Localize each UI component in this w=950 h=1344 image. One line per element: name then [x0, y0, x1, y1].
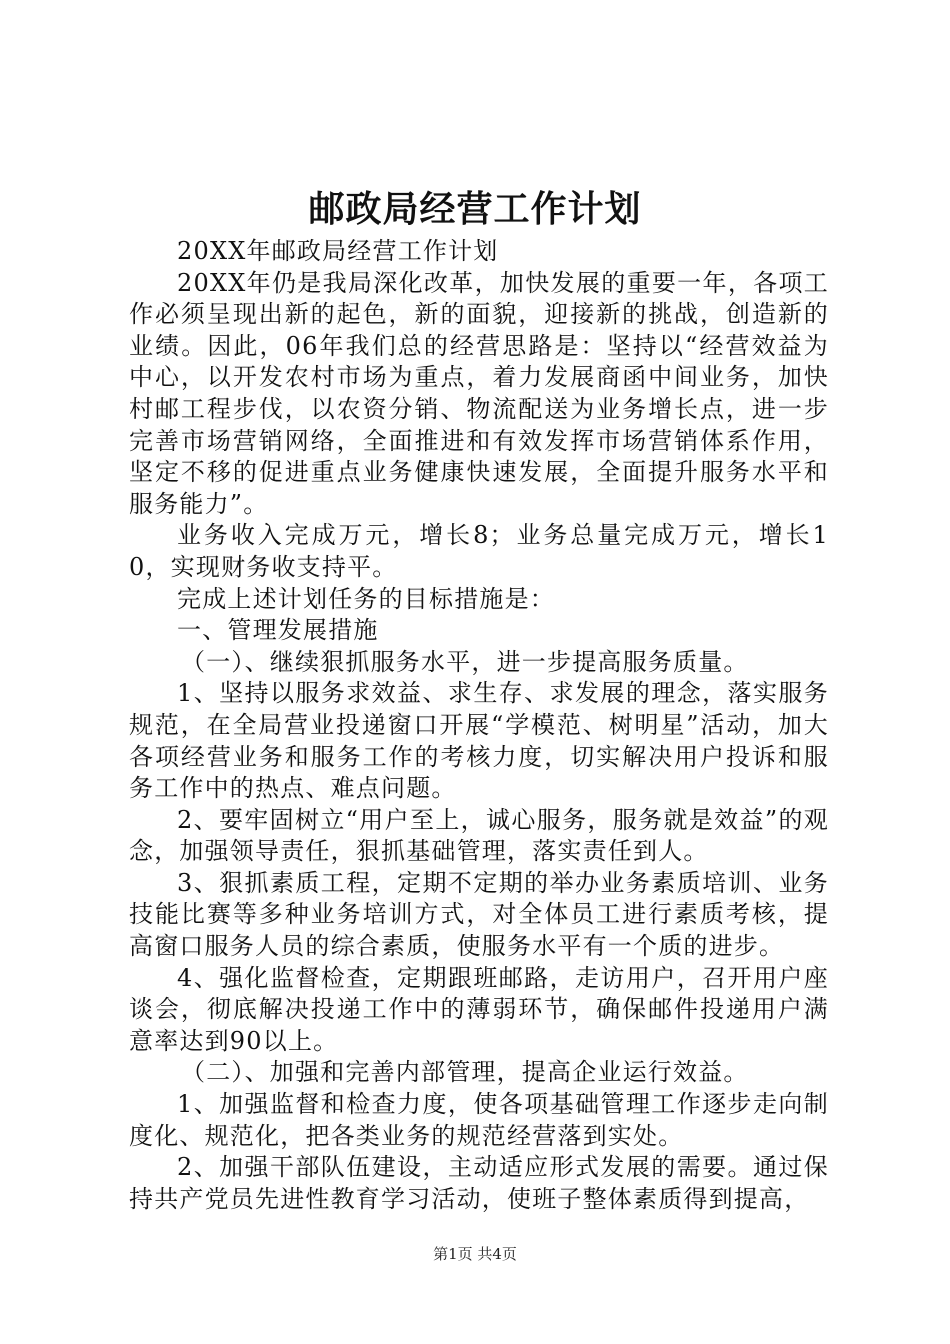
document-body: [129, 236, 829, 1215]
list-item-service-4: 4、强化监督检查，定期跟班邮路，走访用户，召开用户座谈会，彻底解决投递工作中的薄弱环节，确保邮件投递用户满意率达到90以上。: [129, 963, 829, 1055]
document-title: 邮政局经营工作计划: [308, 188, 642, 230]
paragraph-targets: 业务收入完成万元，增长8；业务总量完成万元，增长10，实现财务收支持平。: [129, 521, 829, 581]
list-item-internal-2: 2、加强干部队伍建设，主动适应形式发展的需要。通过保持共产党员先进性教育学习活动，使班子整体素质得到提高，: [129, 1153, 829, 1213]
paragraph-intro: 20XX年仍是我局深化改革，加快发展的重要一年，各项工作必须呈现出新的起色，新的面貌，迎接新的挑战，创造新的业绩。因此，06年我们总的经营思路是：坚持以“经营效益为中心，以开发农村市场为重点，着力发展商函中间业务，加快村邮工程步伐，以农资分销、物流配送为业务增长点，进一步完善市场营销网络，全面推进和有效发挥市场营销体系作用，坚定不移的促进重点业务健康快速发展，全面提升服务水平和服务能力”。: [129, 268, 829, 518]
list-item-service-2: 2、要牢固树立“用户至上，诚心服务，服务就是效益”的观念，加强领导责任，狠抓基础管理，落实责任到人。: [129, 805, 829, 866]
list-item-internal-1: 1、加强监督和检查力度，使各项基础管理工作逐步走向制度化、规范化，把各类业务的规范经营落到实处。: [129, 1090, 829, 1150]
list-item-service-3: 3、狠抓素质工程，定期不定期的举办业务素质培训、业务技能比赛等多种业务培训方式，对全体员工进行素质考核，提高窗口服务人员的综合素质，使服务水平有一个质的进步。: [129, 868, 829, 961]
paragraph-subtitle: 20XX年邮政局经营工作计划: [177, 237, 499, 265]
section-heading-management: 一、管理发展措施: [177, 616, 379, 645]
subsection-heading-internal: （二）、加强和完善内部管理，提高企业运行效益。: [181, 1058, 749, 1087]
subsection-heading-service: （一）、继续狠抓服务水平，进一步提高服务质量。: [181, 647, 749, 676]
paragraph-measures-intro: 完成上述计划任务的目标措施是：: [177, 584, 555, 613]
list-item-service-1: 1、坚持以服务求效益、求生存、求发展的理念，落实服务规范，在全局营业投递窗口开展“学模范、树明星”活动，加大各项经营业务和服务工作的考核力度，切实解决用户投诉和服务工作中的热点、难点问题。: [129, 679, 829, 803]
page-number-footer: 第1页 共4页: [433, 1245, 517, 1263]
